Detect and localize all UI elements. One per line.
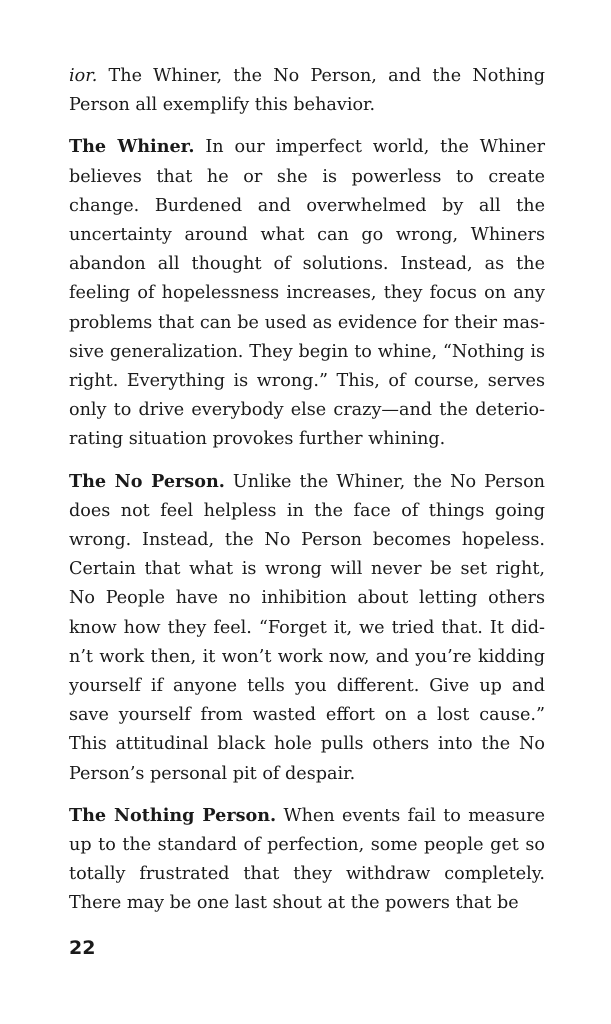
paragraph-intro-text: The Whiner, the No Person, and the Nothing Person all exemplify this behavior.	[69, 66, 545, 116]
paragraph-nothing-person-text: When events fail to measure up to the standard of perfection, some people get so totally frustrated that they withdraw completely. There may be one last shout at the powers that be	[69, 805, 545, 914]
paragraph-no-person	[69, 467, 545, 789]
paragraph-no-person-heading: The No Person.	[69, 470, 225, 492]
paragraph-intro	[69, 62, 545, 120]
page-body	[69, 62, 545, 931]
paragraph-whiner-heading: The Whiner.	[69, 136, 195, 158]
page-number: 22	[69, 937, 96, 959]
paragraph-nothing-person-heading: The Nothing Person.	[69, 804, 277, 826]
paragraph-intro-italic: ior.	[69, 66, 98, 86]
paragraph-whiner-text: In our imperfect world, the Whiner believes that he or she is powerless to create change. Burdened and overwhelmed by all the uncertainty around what can go wrong, Whiners abandon all thought of solutions. Instead, as the feeling of hopelessness increases, they focus on any problems that can be used as evidence for their massive generalization. They begin to whine, “Nothing is right. Everything is wrong.” This, of course, serves only to drive everybody else crazy—and the deteriorating situation provokes further whining.	[69, 137, 545, 450]
paragraph-no-person-text: Unlike the Whiner, the No Person does not feel helpless in the face of things going wrong. Instead, the No Person becomes hopeless. Certain that what is wrong will never be set right, No People have no inhibition about letting others know how they feel. “Forget it, we tried that. It didn’t work then, it won’t work now, and you’re kidding yourself if anyone tells you different. Give up and save yourself from wasted effort on a lost cause.” This attitudinal black hole pulls others into the No Person’s personal pit of despair.	[69, 471, 545, 784]
paragraph-whiner	[69, 132, 545, 454]
paragraph-nothing-person	[69, 801, 545, 919]
